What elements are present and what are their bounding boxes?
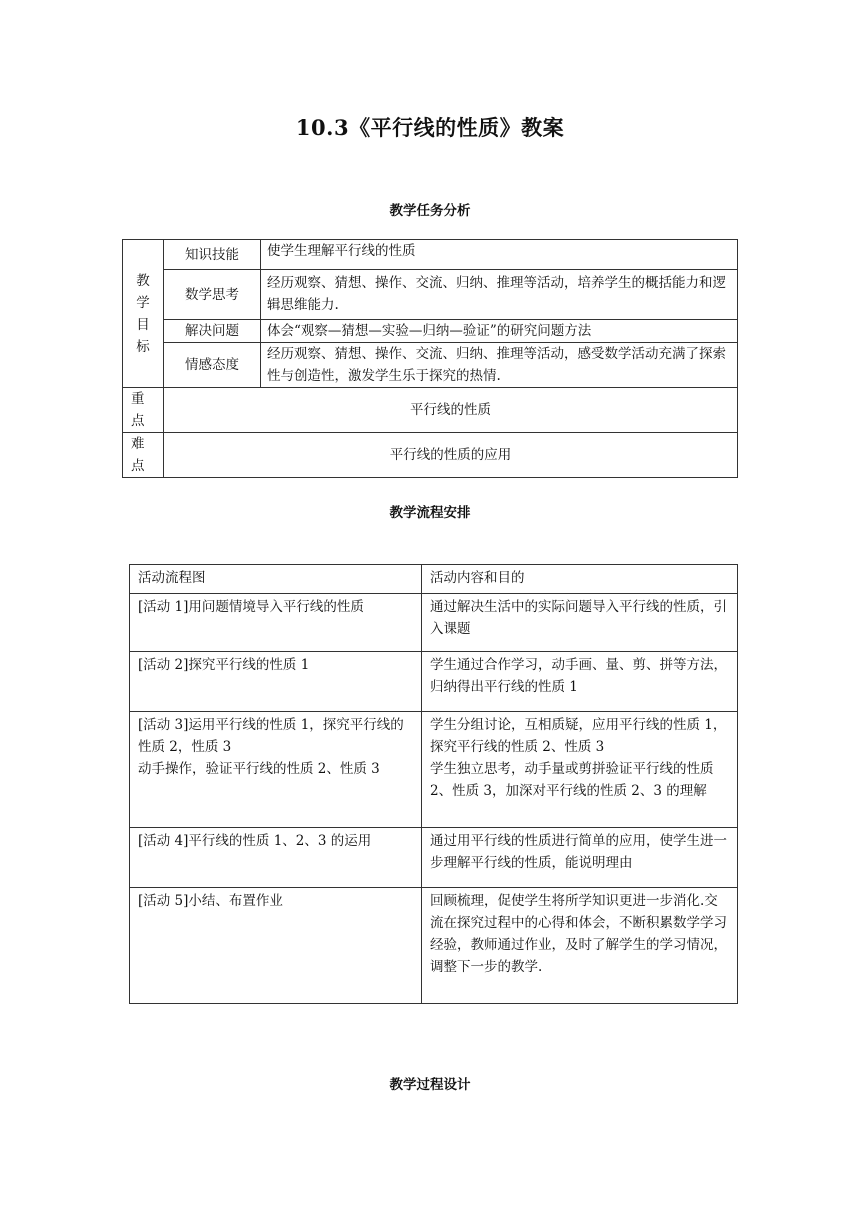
flow-activity-1: [活动 1]用问题情境导入平行线的性质 <box>130 594 422 652</box>
flow-activity-3: [活动 3]运用平行线的性质 1，探究平行线的性质 2，性质 3 动手操作，验证平行线的性质 2、性质 3 <box>130 712 422 828</box>
flow-content-4: 通过用平行线的性质进行简单的应用，使学生进一步理解平行线的性质，能说明理由 <box>422 828 738 888</box>
teaching-flow-table <box>129 564 738 1004</box>
key-point-label: 重点 <box>123 388 164 433</box>
goal-text-math-thinking: 经历观察、猜想、操作、交流、归纳、推理等活动，培养学生的概括能力和逻辑思维能力. <box>261 270 738 320</box>
teaching-goal-label <box>123 240 164 388</box>
flow-activity-4: [活动 4]平行线的性质 1、2、3 的运用 <box>130 828 422 888</box>
section-heading-process-design: 教学过程设计 <box>389 1077 471 1093</box>
flow-content-3: 学生分组讨论，互相质疑，应用平行线的性质 1，探究平行线的性质 2、性质 3 学生独立思考，动手量或剪拼验证平行线的性质 2、性质 3，加深对平行线的性质 2、3 的理解 <box>422 712 738 828</box>
goal-char: 教 <box>136 272 150 289</box>
section-heading-task-analysis: 教学任务分析 <box>389 203 471 219</box>
goal-char: 标 <box>136 338 150 355</box>
goal-label-attitude: 情感态度 <box>164 343 261 388</box>
goal-char: 学 <box>136 294 150 311</box>
flow-header-content: 活动内容和目的 <box>422 565 738 594</box>
flow-activity-5: [活动 5]小结、布置作业 <box>130 888 422 1004</box>
key-point-text: 平行线的性质 <box>164 388 738 433</box>
section-heading-flow: 教学流程安排 <box>389 505 471 521</box>
goal-text-problem-solving: 体会“观察—猜想—实验—归纳—验证”的研究问题方法 <box>261 320 738 343</box>
goal-label-knowledge: 知识技能 <box>164 240 261 270</box>
flow-activity-2: [活动 2]探究平行线的性质 1 <box>130 652 422 712</box>
flow-content-2: 学生通过合作学习，动手画、量、剪、拼等方法，归纳得出平行线的性质 1 <box>422 652 738 712</box>
document-title: 10.3《平行线的性质》教案 <box>295 115 565 140</box>
goal-text-attitude: 经历观察、猜想、操作、交流、归纳、推理等活动，感受数学活动充满了探索性与创造性，激发学生乐于探究的热情. <box>261 343 738 388</box>
flow-content-1: 通过解决生活中的实际问题导入平行线的性质，引入课题 <box>422 594 738 652</box>
flow-header-activity: 活动流程图 <box>130 565 422 594</box>
task-analysis-table <box>122 239 738 478</box>
goal-char: 目 <box>136 316 150 333</box>
goal-label-math-thinking: 数学思考 <box>164 270 261 320</box>
goal-label-problem-solving: 解决问题 <box>164 320 261 343</box>
flow-content-5: 回顾梳理，促使学生将所学知识更进一步消化.交流在探究过程中的心得和体会，不断积累数学学习经验，教师通过作业，及时了解学生的学习情况，调整下一步的教学. <box>422 888 738 1004</box>
goal-text-knowledge: 使学生理解平行线的性质 <box>261 240 738 270</box>
difficult-point-text: 平行线的性质的应用 <box>164 433 738 478</box>
difficult-point-label: 难点 <box>123 433 164 478</box>
